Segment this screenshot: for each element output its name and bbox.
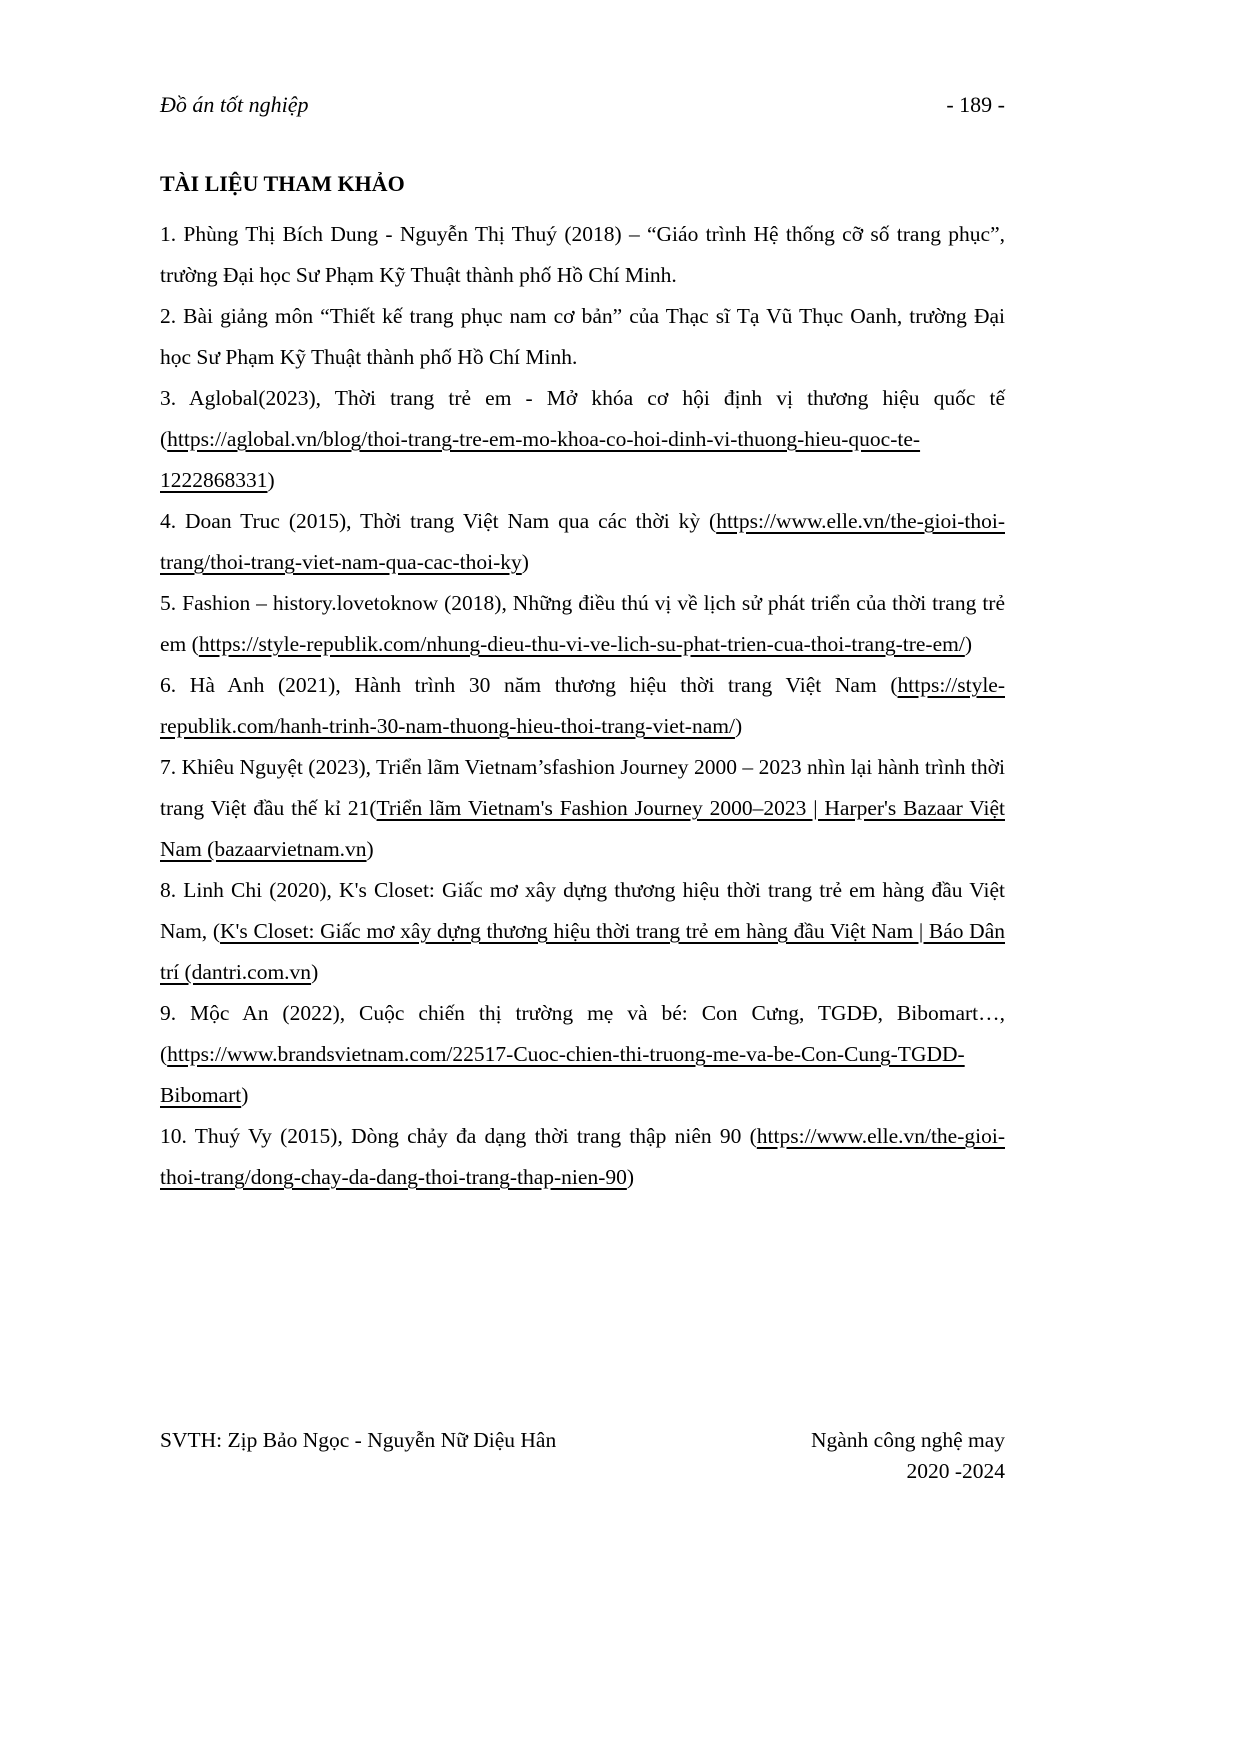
reference-item-4 — [160, 501, 1005, 583]
reference-text: 6. Hà Anh (2021), Hành trình 30 năm thương hiệu thời trang Việt Nam ( — [160, 673, 898, 697]
reference-link[interactable]: Triển lãm Vietnam's Fashion Journey 2000–2023 | Harper's Bazaar Việt Nam (bazaarvietnam.vn — [160, 796, 1005, 861]
reference-item-8 — [160, 870, 1005, 993]
footer-author-line: SVTH: Zịp Bảo Ngọc - Nguyễn Nữ Diệu Hân — [160, 1428, 557, 1452]
page-footer — [160, 1425, 1005, 1487]
reference-text: 5. Fashion – history.lovetoknow (2018), Những điều thú vị về lịch sử phát triển của thời trang trẻ em ( — [160, 591, 1005, 656]
reference-text: 4. Doan Truc (2015), Thời trang Việt Nam qua các thời kỳ ( — [160, 509, 717, 533]
footer-program-block — [811, 1425, 1005, 1487]
reference-item-5 — [160, 583, 1005, 665]
reference-link[interactable]: https://www.elle.vn/the-gioi-thoi-trang/thoi-trang-viet-nam-qua-cac-thoi-ky — [160, 509, 1005, 574]
reference-text: 8. Linh Chi (2020), K's Closet: Giấc mơ xây dựng thương hiệu thời trang trẻ em hàng đầu Việt Nam, ( — [160, 878, 1005, 943]
reference-item-10 — [160, 1116, 1005, 1198]
reference-text: ) — [366, 837, 374, 861]
reference-link[interactable]: https://style-republik.com/nhung-dieu-thu-vi-ve-lich-su-phat-trien-cua-thoi-trang-tre-em/ — [198, 632, 965, 656]
reference-text: ) — [626, 1165, 635, 1189]
reference-text: ) — [964, 632, 972, 656]
reference-text: ) — [241, 1083, 249, 1107]
page-content — [160, 163, 1005, 1198]
reference-text: ) — [267, 468, 275, 492]
reference-item-2 — [160, 296, 1005, 378]
reference-text: ) — [311, 960, 319, 984]
header-doc-title: Đồ án tốt nghiệp — [160, 92, 309, 117]
reference-link[interactable]: https://www.brandsvietnam.com/22517-Cuoc-chien-thi-truong-me-va-be-Con-Cung-TGDD-Bibomart — [160, 1042, 965, 1107]
reference-link[interactable]: https://www.elle.vn/the-gioi-thoi-trang/dong-chay-da-dang-thoi-trang-thap-nien-90 — [160, 1124, 1005, 1189]
reference-link[interactable]: https://style-republik.com/hanh-trinh-30-nam-thuong-hieu-thoi-trang-viet-nam/ — [160, 673, 1005, 738]
footer-program-name: Ngành công nghệ may — [810, 1428, 1005, 1452]
header-page-number: - 189 - — [946, 92, 1005, 117]
reference-link[interactable]: https://aglobal.vn/blog/thoi-trang-tre-em-mo-khoa-co-hoi-dinh-vi-thuong-hieu-quoc-te-1222868331 — [160, 427, 921, 492]
footer-program-years: 2020 -2024 — [906, 1459, 1005, 1483]
reference-text: 9. Mộc An (2022), Cuộc chiến thị trường mẹ và bé: Con Cưng, TGDĐ, Bibomart…, ( — [160, 1001, 1005, 1066]
reference-text: 7. Khiêu Nguyệt (2023), Triển lãm Vietnam’sfashion Journey 2000 – 2023 nhìn lại hành trình thời trang Việt đầu thế kỉ 21( — [160, 755, 1005, 820]
references-list — [160, 214, 1005, 1198]
reference-text: 10. Thuý Vy (2015), Dòng chảy đa dạng thời trang thập niên 90 ( — [160, 1124, 757, 1148]
reference-text: 1. Phùng Thị Bích Dung - Nguyễn Thị Thuý (2018) – “Giáo trình Hệ thống cỡ số trang phục”, trường Đại học Sư Phạm Kỹ Thuật thành phố Hồ Chí Minh. — [160, 222, 1005, 287]
reference-text: ) — [734, 714, 743, 738]
reference-text: ) — [521, 550, 529, 574]
references-title: TÀI LIỆU THAM KHẢO — [160, 171, 405, 196]
reference-item-7 — [160, 747, 1005, 870]
reference-link[interactable]: K's Closet: Giấc mơ xây dựng thương hiệu thời trang trẻ em hàng đầu Việt Nam | Báo Dân trí (dantri.com.vn — [160, 919, 1006, 984]
reference-item-1 — [160, 214, 1005, 296]
page-header — [160, 92, 1005, 118]
reference-text: 3. Aglobal(2023), Thời trang trẻ em - Mở khóa cơ hội định vị thương hiệu quốc tế ( — [160, 386, 1005, 451]
reference-item-6 — [160, 665, 1005, 747]
reference-text: 2. Bài giảng môn “Thiết kế trang phục nam cơ bản” của Thạc sĩ Tạ Vũ Thục Oanh, trường Đại học Sư Phạm Kỹ Thuật thành phố Hồ Chí Minh. — [160, 304, 1005, 369]
reference-item-3 — [160, 378, 1005, 501]
reference-item-9 — [160, 993, 1005, 1116]
